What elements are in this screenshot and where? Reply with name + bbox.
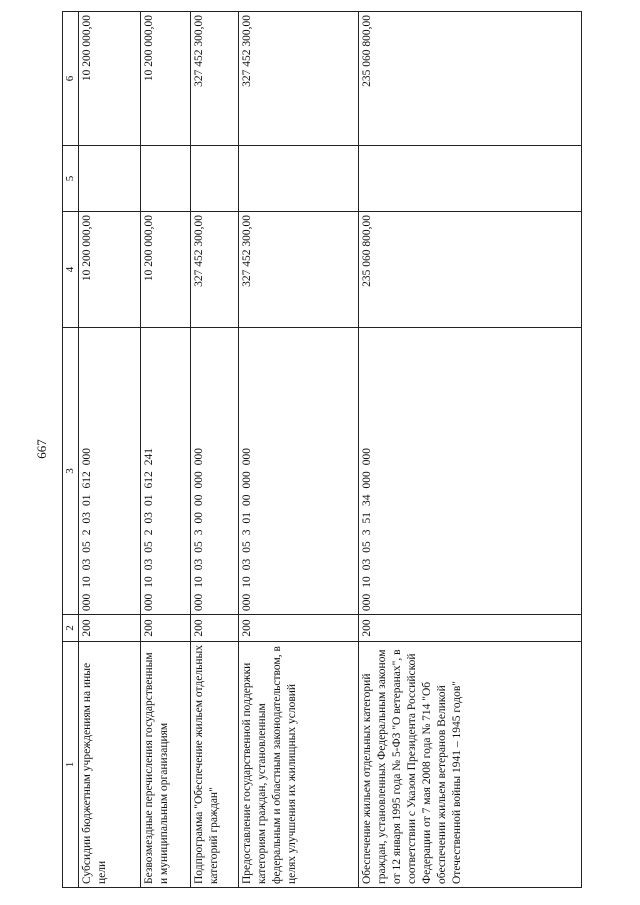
row-code: 200 <box>191 615 239 642</box>
table-row <box>359 12 582 888</box>
row-amount-col5 <box>191 146 239 212</box>
page-number: 667 <box>34 439 49 459</box>
row-kbk: 00010030530100000000 <box>239 328 359 615</box>
row-name: Предоставление государственной поддержки категориям граждан, установленным федеральным и областным законодательством, в целях улучшения их жилищных условий <box>239 642 359 888</box>
budget-table-sheet <box>62 12 582 888</box>
row-kbk: 00010030530000000000 <box>191 328 239 615</box>
header-col-2: 2 <box>63 615 79 642</box>
header-col-6: 6 <box>63 12 79 146</box>
row-amount-col4: 327 452 300,00 <box>191 212 239 328</box>
row-kbk: 00010030520301612000 <box>79 328 141 615</box>
budget-table <box>62 11 582 888</box>
row-amount-col4: 327 452 300,00 <box>239 212 359 328</box>
table-row <box>191 12 239 888</box>
row-code: 200 <box>239 615 359 642</box>
row-name: Обеспечение жильем отдельных категорий граждан, установленных Федеральным законом от 12 января 1995 года № 5-ФЗ "О ветеранах", в соответствии с Указом Президента Российской Федерации от 7 мая 2008 года № 714 "Об обеспечении жильем ветеранов Великой Отечественной войны 1941 – 1945 годов" <box>359 642 582 888</box>
rotated-table-container <box>62 12 582 888</box>
row-amount-col4: 10 200 000,00 <box>79 212 141 328</box>
header-row <box>63 12 79 888</box>
row-amount-col6: 235 060 800,00 <box>359 12 582 146</box>
row-kbk: 00010030535134000000 <box>359 328 582 615</box>
row-amount-col6: 10 200 000,00 <box>79 12 141 146</box>
row-code: 200 <box>359 615 582 642</box>
row-name: Подпрограмма "Обеспечение жильем отдельных категорий граждан" <box>191 642 239 888</box>
row-amount-col4: 10 200 000,00 <box>141 212 191 328</box>
row-name: Безвозмездные перечисления государственным и муниципальным организациям <box>141 642 191 888</box>
row-amount-col6: 327 452 300,00 <box>191 12 239 146</box>
row-kbk: 00010030520301612241 <box>141 328 191 615</box>
table-row <box>79 12 141 888</box>
header-col-5: 5 <box>63 146 79 212</box>
row-amount-col5 <box>239 146 359 212</box>
table-row <box>141 12 191 888</box>
header-col-1: 1 <box>63 642 79 888</box>
row-code: 200 <box>141 615 191 642</box>
row-amount-col6: 10 200 000,00 <box>141 12 191 146</box>
row-amount-col4: 235 060 800,00 <box>359 212 582 328</box>
table-row <box>239 12 359 888</box>
header-col-3: 3 <box>63 328 79 615</box>
row-amount-col5 <box>141 146 191 212</box>
header-col-4: 4 <box>63 212 79 328</box>
row-code: 200 <box>79 615 141 642</box>
row-amount-col5 <box>79 146 141 212</box>
row-amount-col6: 327 452 300,00 <box>239 12 359 146</box>
row-amount-col5 <box>359 146 582 212</box>
row-name: Субсидии бюджетным учреждениям на иные цели <box>79 642 141 888</box>
